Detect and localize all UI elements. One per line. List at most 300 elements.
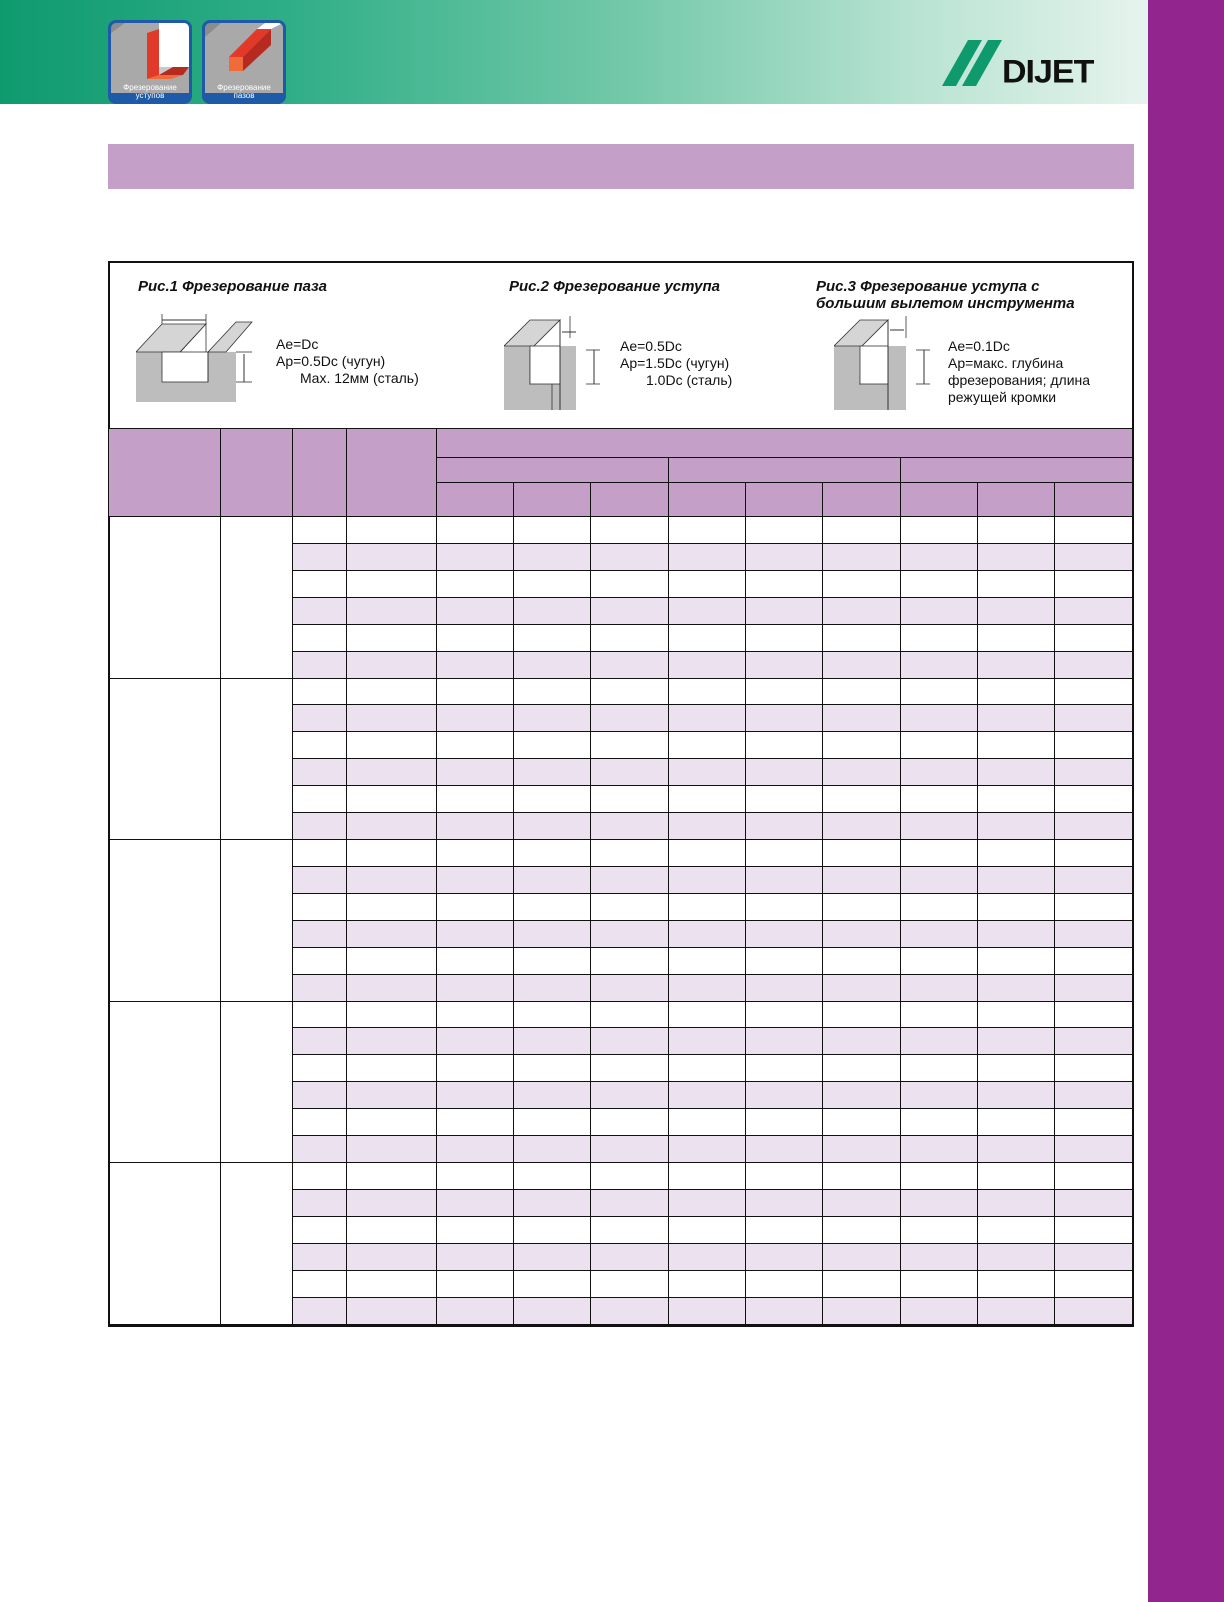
table-cell (823, 625, 901, 652)
table-cell (978, 948, 1055, 975)
figure-3-line-1: Ae=0.1Dc (948, 338, 1010, 354)
table-cell (1055, 1244, 1133, 1271)
table-cell (901, 705, 978, 732)
table-cell (437, 1136, 514, 1163)
table-cell (347, 1028, 437, 1055)
table-cell (978, 1028, 1055, 1055)
table-cell (669, 1136, 746, 1163)
table-cell (978, 894, 1055, 921)
table-cell (437, 1190, 514, 1217)
table-cell (823, 1136, 901, 1163)
table-cell (746, 679, 823, 706)
table-cell (669, 948, 746, 975)
table-cell (669, 625, 746, 652)
table-cell (746, 840, 823, 867)
table-cell (978, 652, 1055, 679)
table-cell (347, 948, 437, 975)
table-cell (347, 786, 437, 813)
table-cell (1055, 652, 1133, 679)
table-cell (514, 517, 591, 544)
table-cell (293, 1271, 347, 1298)
table-cell (823, 652, 901, 679)
table-cell (978, 1244, 1055, 1271)
table-cell (823, 1055, 901, 1082)
table-cell (746, 544, 823, 571)
table-cell (669, 571, 746, 598)
table-cell (514, 571, 591, 598)
table-cell (514, 544, 591, 571)
table-cell (514, 598, 591, 625)
table-cell (591, 679, 669, 706)
table-cell (437, 1163, 514, 1190)
table-cell (347, 894, 437, 921)
table-cell (437, 679, 514, 706)
table-header-subcell (437, 483, 514, 517)
figure-1-line-3: Max. 12мм (сталь) (300, 370, 419, 386)
table-cell (514, 921, 591, 948)
table-cell (514, 948, 591, 975)
table-cell (591, 921, 669, 948)
table-cell (437, 571, 514, 598)
table-cell (347, 759, 437, 786)
table-cell (591, 1217, 669, 1244)
table-cell (1055, 732, 1133, 759)
table-header-subcell (669, 483, 746, 517)
table-cell (746, 975, 823, 1002)
table-cell (669, 786, 746, 813)
table-cell (1055, 786, 1133, 813)
table-cell (669, 1109, 746, 1136)
table-cell (823, 1028, 901, 1055)
table-cell (514, 1002, 591, 1029)
table-cell (1055, 840, 1133, 867)
table-cell (746, 1271, 823, 1298)
table-cell (293, 1028, 347, 1055)
table-cell (823, 1271, 901, 1298)
table-cell (293, 786, 347, 813)
table-cell (978, 921, 1055, 948)
table-cell (591, 1002, 669, 1029)
table-cell (823, 921, 901, 948)
table-header-subcell (823, 483, 901, 517)
table-cell (669, 1028, 746, 1055)
table-cell (437, 598, 514, 625)
table-cell (901, 544, 978, 571)
table-cell (978, 1190, 1055, 1217)
table-cell (901, 921, 978, 948)
table-cell (437, 625, 514, 652)
table-cell (746, 1002, 823, 1029)
table-cell (978, 598, 1055, 625)
table-cell (823, 786, 901, 813)
table-cell (293, 1217, 347, 1244)
shoulder-milling-badge (108, 20, 192, 104)
table-cell (347, 571, 437, 598)
table-cell (591, 759, 669, 786)
table-cell (437, 1002, 514, 1029)
table-group-cell (109, 1002, 221, 1164)
table-cell (746, 786, 823, 813)
table-cell (1055, 1028, 1133, 1055)
figure-3-line-2: Ap=макс. глубина (948, 355, 1064, 371)
table-cell (823, 732, 901, 759)
table-cell (669, 652, 746, 679)
table-cell (1055, 948, 1133, 975)
table-cell (591, 571, 669, 598)
table-cell (823, 867, 901, 894)
table-cell (746, 1028, 823, 1055)
table-cell (901, 1055, 978, 1082)
table-cell (293, 1163, 347, 1190)
table-cell (437, 975, 514, 1002)
table-cell (823, 705, 901, 732)
table-cell (978, 571, 1055, 598)
table-cell (514, 759, 591, 786)
table-cell (978, 786, 1055, 813)
table-cell (514, 894, 591, 921)
table-group-cell (221, 679, 293, 841)
table-cell (901, 1190, 978, 1217)
table-cell (823, 598, 901, 625)
table-cell (669, 921, 746, 948)
table-cell (978, 625, 1055, 652)
table-cell (347, 1298, 437, 1325)
table-header-subcell (746, 483, 823, 517)
table-cell (514, 1055, 591, 1082)
table-cell (669, 544, 746, 571)
table-cell (1055, 921, 1133, 948)
table-cell (347, 652, 437, 679)
table-cell (293, 544, 347, 571)
table-cell (293, 813, 347, 840)
table-cell (591, 1163, 669, 1190)
table-cell (978, 867, 1055, 894)
table-cell (746, 1163, 823, 1190)
table-cell (901, 759, 978, 786)
table-cell (669, 1190, 746, 1217)
table-header-group (901, 458, 1133, 483)
table-cell (514, 1109, 591, 1136)
table-cell (978, 732, 1055, 759)
table-cell (514, 679, 591, 706)
table-cell (901, 1028, 978, 1055)
table-cell (823, 679, 901, 706)
table-cell (669, 517, 746, 544)
table-cell (591, 544, 669, 571)
table-cell (437, 544, 514, 571)
table-cell (1055, 679, 1133, 706)
table-cell (978, 1298, 1055, 1325)
table-cell (514, 1271, 591, 1298)
table-cell (1055, 867, 1133, 894)
table-cell (1055, 759, 1133, 786)
table-cell (514, 1163, 591, 1190)
table-cell (1055, 975, 1133, 1002)
table-cell (901, 625, 978, 652)
table-cell (591, 894, 669, 921)
table-cell (823, 1109, 901, 1136)
table-cell (1055, 894, 1133, 921)
table-cell (823, 1217, 901, 1244)
table-cell (514, 813, 591, 840)
table-cell (823, 975, 901, 1002)
table-cell (669, 867, 746, 894)
dijet-logo-text: DIJET (1002, 53, 1094, 91)
table-cell (293, 652, 347, 679)
table-group-cell (221, 1163, 293, 1325)
table-cell (669, 1082, 746, 1109)
table-cell (347, 1271, 437, 1298)
table-cell (1055, 571, 1133, 598)
figure-1-slot-diagram (136, 310, 254, 406)
table-cell (669, 894, 746, 921)
table-cell (978, 1055, 1055, 1082)
table-cell (978, 705, 1055, 732)
table-cell (901, 1163, 978, 1190)
table-cell (437, 705, 514, 732)
table-cell (978, 1271, 1055, 1298)
table-cell (669, 679, 746, 706)
table-cell (347, 975, 437, 1002)
table-cell (591, 813, 669, 840)
table-header-group (437, 458, 669, 483)
table-cell (823, 1002, 901, 1029)
table-cell (1055, 625, 1133, 652)
table-cell (347, 732, 437, 759)
table-cell (591, 948, 669, 975)
table-cell (591, 840, 669, 867)
table-cell (293, 625, 347, 652)
table-cell (293, 732, 347, 759)
table-header-cell (293, 429, 347, 517)
table-cell (293, 921, 347, 948)
table-cell (901, 948, 978, 975)
table-cell (978, 544, 1055, 571)
table-cell (901, 598, 978, 625)
table-group-cell (109, 517, 221, 679)
table-cell (347, 1244, 437, 1271)
figure-3-shoulder-diagram (834, 316, 930, 412)
table-cell (347, 1109, 437, 1136)
table-cell (669, 705, 746, 732)
table-group-cell (221, 517, 293, 679)
table-cell (347, 1136, 437, 1163)
table-cell (437, 840, 514, 867)
table-header-cell (109, 429, 221, 517)
table-cell (901, 1244, 978, 1271)
table-cell (746, 1190, 823, 1217)
table-cell (901, 679, 978, 706)
table-cell (669, 1298, 746, 1325)
table-cell (978, 975, 1055, 1002)
table-cell (669, 1163, 746, 1190)
table-cell (901, 652, 978, 679)
table-cell (978, 1163, 1055, 1190)
table-cell (823, 948, 901, 975)
table-cell (1055, 1190, 1133, 1217)
table-cell (514, 1028, 591, 1055)
table-cell (591, 705, 669, 732)
figure-3-title-line-2: большим вылетом инструмента (816, 295, 1075, 312)
table-cell (437, 1298, 514, 1325)
side-band (1148, 0, 1224, 1602)
table-cell (1055, 813, 1133, 840)
table-cell (293, 759, 347, 786)
table-cell (591, 1298, 669, 1325)
table-cell (293, 1298, 347, 1325)
table-cell (978, 813, 1055, 840)
table-cell (514, 732, 591, 759)
table-cell (901, 894, 978, 921)
table-cell (669, 813, 746, 840)
table-cell (746, 1298, 823, 1325)
table-cell (978, 759, 1055, 786)
table-cell (978, 517, 1055, 544)
table-cell (1055, 705, 1133, 732)
table-cell (1055, 517, 1133, 544)
table-cell (437, 813, 514, 840)
table-cell (514, 840, 591, 867)
table-cell (1055, 544, 1133, 571)
table-cell (437, 1109, 514, 1136)
table-cell (669, 1002, 746, 1029)
table-cell (437, 921, 514, 948)
table-cell (669, 840, 746, 867)
table-cell (746, 732, 823, 759)
table-cell (823, 571, 901, 598)
table-cell (591, 1244, 669, 1271)
table-cell (514, 1082, 591, 1109)
table-cell (293, 894, 347, 921)
table-cell (591, 975, 669, 1002)
table-cell (591, 732, 669, 759)
table-cell (746, 1217, 823, 1244)
table-cell (901, 813, 978, 840)
figure-2-shoulder-diagram (504, 316, 600, 412)
table-cell (669, 1055, 746, 1082)
table-cell (746, 1109, 823, 1136)
table-cell (901, 1271, 978, 1298)
table-cell (746, 1136, 823, 1163)
table-cell (347, 1055, 437, 1082)
table-cell (293, 975, 347, 1002)
table-cell (901, 1109, 978, 1136)
table-cell (823, 1082, 901, 1109)
table-cell (591, 1028, 669, 1055)
table-cell (1055, 1082, 1133, 1109)
table-cell (669, 1271, 746, 1298)
table-cell (437, 894, 514, 921)
table-header-cell (221, 429, 293, 517)
table-cell (514, 1190, 591, 1217)
slot-milling-badge (202, 20, 286, 104)
table-cell (293, 1109, 347, 1136)
table-header-subcell (591, 483, 669, 517)
table-cell (514, 786, 591, 813)
table-cell (293, 598, 347, 625)
table-cell (591, 652, 669, 679)
table-header-cell (437, 429, 1133, 458)
figure-1-line-1: Ae=Dc (276, 336, 319, 352)
table-cell (746, 813, 823, 840)
table-cell (591, 1109, 669, 1136)
table-cell (514, 625, 591, 652)
table-cell (293, 517, 347, 544)
table-cell (901, 867, 978, 894)
table-cell (978, 840, 1055, 867)
table-cell (591, 1082, 669, 1109)
table-cell (746, 625, 823, 652)
table-cell (514, 975, 591, 1002)
table-cell (1055, 598, 1133, 625)
table-cell (437, 1055, 514, 1082)
table-cell (746, 705, 823, 732)
table-cell (978, 1217, 1055, 1244)
table-cell (669, 732, 746, 759)
table-cell (669, 975, 746, 1002)
table-cell (901, 840, 978, 867)
table-cell (746, 517, 823, 544)
table-cell (437, 1271, 514, 1298)
table-cell (746, 921, 823, 948)
figure-3-title-line-1: Рис.3 Фрезерование уступа с (816, 278, 1040, 295)
table-cell (293, 1055, 347, 1082)
table-cell (746, 759, 823, 786)
table-cell (823, 1298, 901, 1325)
table-cell (901, 1136, 978, 1163)
table-cell (978, 1109, 1055, 1136)
table-cell (437, 1244, 514, 1271)
table-cell (669, 598, 746, 625)
table-cell (514, 652, 591, 679)
table-cell (1055, 1163, 1133, 1190)
table-group-cell (221, 1002, 293, 1164)
table-cell (437, 948, 514, 975)
table-group-cell (109, 1163, 221, 1325)
section-title-bar (108, 144, 1134, 189)
table-cell (1055, 1298, 1133, 1325)
table-cell (901, 571, 978, 598)
table-cell (669, 1244, 746, 1271)
table-cell (591, 1190, 669, 1217)
table-cell (823, 517, 901, 544)
figure-1-line-2: Ap=0.5Dc (чугун) (276, 353, 386, 369)
table-cell (437, 652, 514, 679)
table-cell (978, 1002, 1055, 1029)
table-cell (591, 517, 669, 544)
table-cell (1055, 1136, 1133, 1163)
table-cell (901, 786, 978, 813)
table-cell (347, 1082, 437, 1109)
table-cell (347, 598, 437, 625)
figure-1-title: Рис.1 Фрезерование паза (138, 278, 327, 295)
table-cell (669, 1217, 746, 1244)
table-cell (901, 732, 978, 759)
table-cell (591, 625, 669, 652)
table-header-subcell (1055, 483, 1133, 517)
table-cell (823, 1163, 901, 1190)
table-cell (293, 571, 347, 598)
table-cell (901, 1217, 978, 1244)
table-cell (591, 1271, 669, 1298)
badge-label: Фрезерование пазов (217, 83, 271, 100)
table-header-group (669, 458, 901, 483)
table-cell (514, 1217, 591, 1244)
table-cell (591, 598, 669, 625)
table-cell (347, 625, 437, 652)
table-header-cell (347, 429, 437, 517)
table-cell (901, 1298, 978, 1325)
